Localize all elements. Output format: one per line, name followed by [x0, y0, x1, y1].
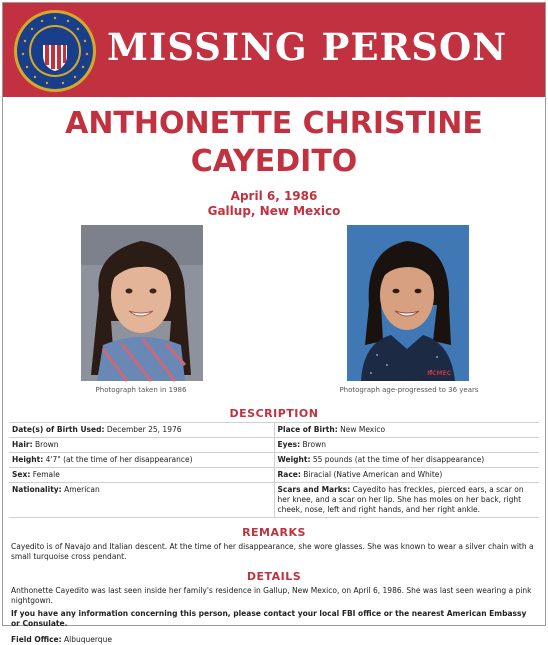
field-label: Place of Birth:: [277, 425, 338, 434]
details-heading: DETAILS: [246, 570, 302, 583]
field-office: [11, 635, 537, 645]
age-progressed-photo: [347, 225, 469, 381]
field-label: Weight:: [277, 455, 311, 464]
field-value: Female: [32, 470, 60, 479]
date-missing: April 6, 1986: [230, 189, 318, 203]
contact-text: If you have any information concerning this person, please contact your local FBI office or the nearest American Embassy or Consulate.: [11, 609, 527, 628]
description-table: [9, 422, 539, 518]
field-value: Brown: [35, 440, 59, 449]
description-cell: [274, 483, 539, 518]
field-value: Cayedito has freckles, pierced ears, a scar on her knee, and a scar on her lip. She has moles on her back, right cheek, nose, left and right hands, and her right ankle.: [277, 485, 524, 514]
header-banner: [3, 3, 545, 97]
remarks-text: Cayedito is of Navajo and Italian descent. At the time of her disappearance, she wore glasses. She was known to wear a silver chain with a small turquoise cross pendant.: [11, 542, 534, 561]
field-label: Race:: [277, 470, 301, 479]
description-cell: [9, 438, 274, 453]
field-label: Scars and Marks:: [277, 485, 351, 494]
name-line-2: CAYEDITO: [190, 144, 358, 179]
field-office-value: Albuquerque: [64, 635, 112, 644]
field-value: 4'7" (at the time of her disappearance): [45, 455, 193, 464]
field-office-label: Field Office:: [11, 635, 62, 644]
field-label: Eyes:: [277, 440, 301, 449]
description-row: [9, 483, 539, 518]
field-label: Hair:: [12, 440, 33, 449]
field-value: December 25, 1976: [106, 425, 182, 434]
field-label: Nationality:: [12, 485, 62, 494]
field-label: Sex:: [12, 470, 31, 479]
missing-person-poster: [2, 2, 546, 644]
name-line-1: ANTHONETTE CHRISTINE: [65, 106, 483, 141]
fbi-seal-icon: [13, 9, 97, 93]
field-label: Date(s) of Birth Used:: [12, 425, 105, 434]
field-value: 55 pounds (at the time of her disappearance): [312, 455, 485, 464]
description-cell: [9, 453, 274, 468]
description-cell: [274, 423, 539, 438]
description-cell: [9, 483, 274, 518]
field-value: Biracial (Native American and White): [303, 470, 443, 479]
banner-title: MISSING PERSON: [107, 25, 508, 69]
description-row: [9, 468, 539, 483]
description-row: [9, 423, 539, 438]
left-photo-caption: Photograph taken in 1986: [95, 386, 187, 394]
description-cell: [9, 468, 274, 483]
description-cell: [274, 438, 539, 453]
field-label: Height:: [12, 455, 44, 464]
photo-row: [3, 225, 545, 407]
details-text: Anthonette Cayedito was last seen inside her family's residence in Gallup, New Mexico, on April 6, 1986. She was last seen wearing a pink nightgown.: [11, 586, 532, 605]
description-cell: [9, 423, 274, 438]
description-row: [9, 438, 539, 453]
missing-info: [3, 189, 545, 219]
location-missing: Gallup, New Mexico: [207, 204, 341, 218]
childhood-photo: [81, 225, 203, 381]
description-heading: DESCRIPTION: [229, 407, 319, 420]
remarks-heading: REMARKS: [242, 526, 306, 539]
description-cell: [274, 468, 539, 483]
subject-name: [3, 105, 545, 181]
field-value: New Mexico: [340, 425, 386, 434]
field-value: Brown: [302, 440, 326, 449]
field-value: American: [64, 485, 100, 494]
description-row: [9, 453, 539, 468]
description-cell: [274, 453, 539, 468]
right-photo-caption: Photograph age-progressed to 36 years: [339, 386, 479, 394]
ncmec-tag: NCMEC: [427, 370, 451, 377]
